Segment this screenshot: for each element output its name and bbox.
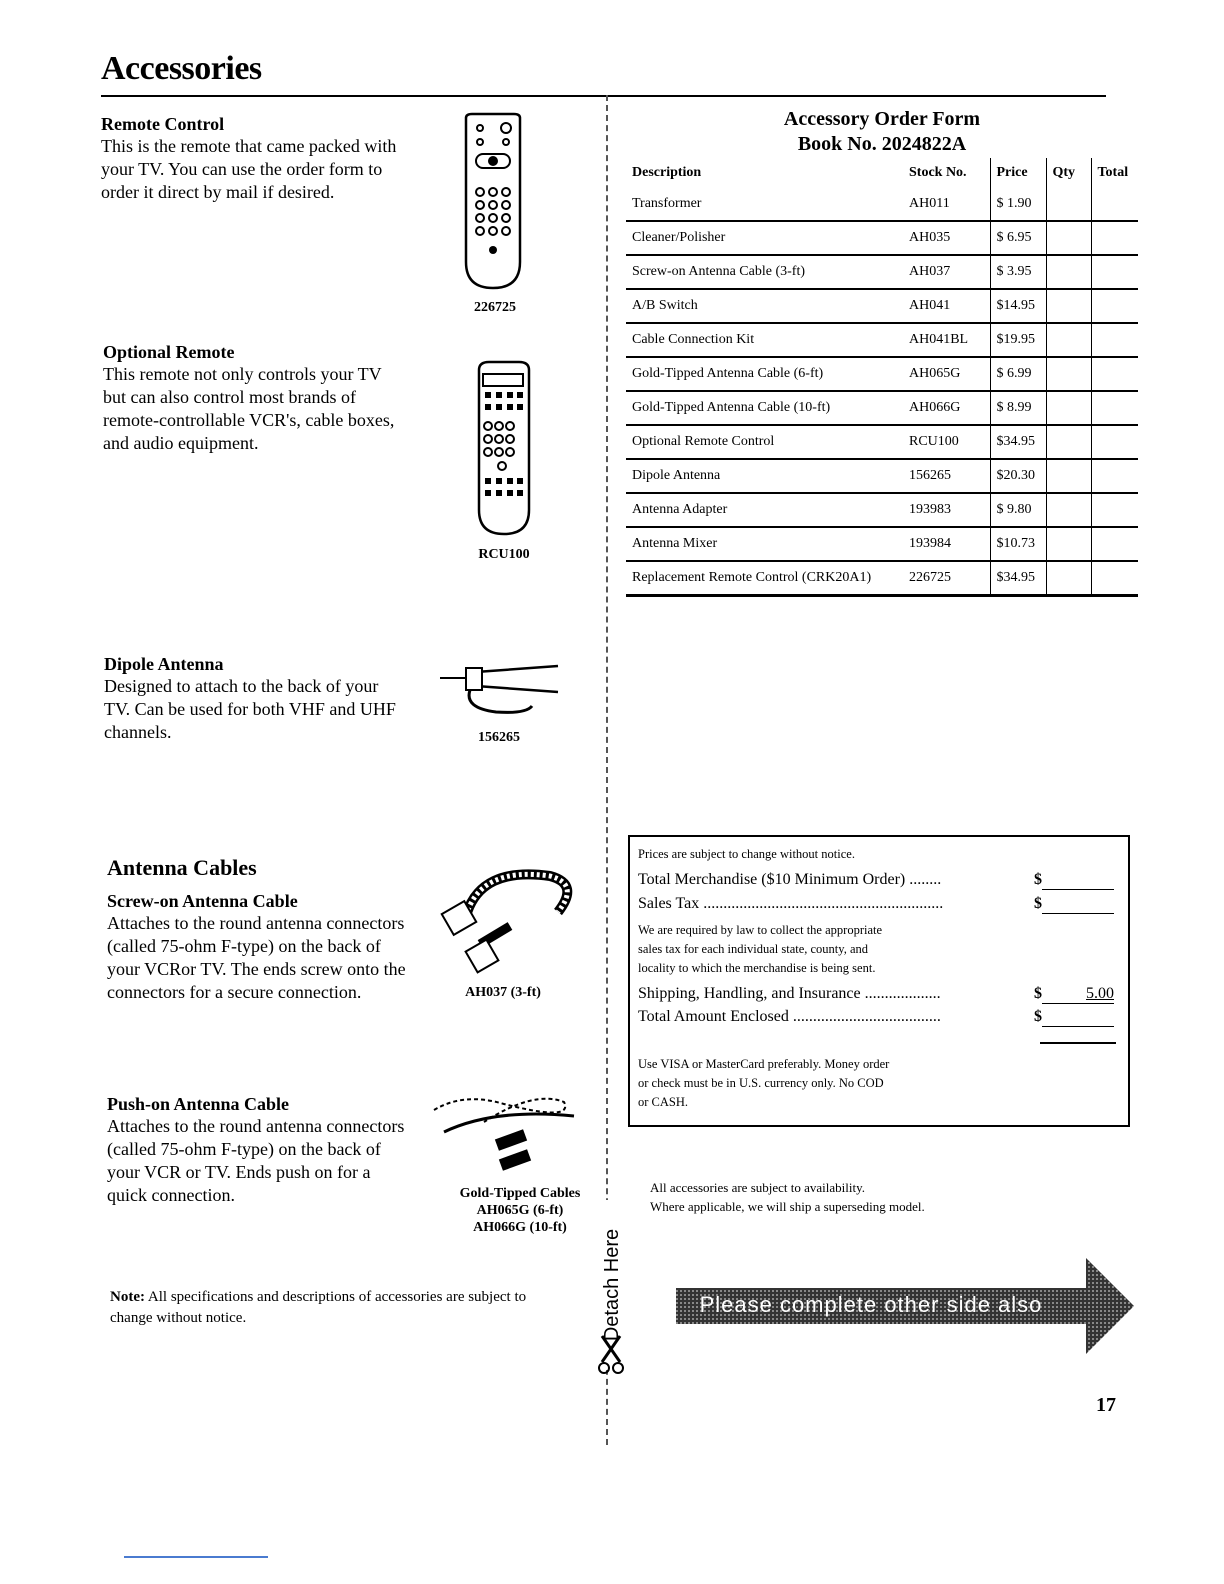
item-description: Cleaner/Polisher <box>626 221 903 255</box>
dipole-antenna-section <box>104 654 404 744</box>
item-price: $10.73 <box>990 527 1046 561</box>
section-text: This remote not only controls your TV but can also control most brands of remote-controllable VCR's, cable boxes, and audio equipment. <box>103 364 395 453</box>
item-description: Dipole Antenna <box>626 459 903 493</box>
table-row <box>626 561 1138 596</box>
caption-line: AH065G (6-ft) <box>476 1203 564 1218</box>
table-row <box>626 255 1138 289</box>
item-total-field[interactable] <box>1091 357 1138 391</box>
item-stock-no: AH035 <box>903 221 990 255</box>
page-title: Accessories <box>101 50 262 87</box>
shipping-label: Shipping, Handling, and Insurance ................... <box>638 985 941 1002</box>
item-qty-field[interactable] <box>1046 561 1091 596</box>
screw-on-cable-caption: AH037 (3-ft) <box>465 985 541 1000</box>
order-form-title <box>626 107 1138 157</box>
item-total-field[interactable] <box>1091 493 1138 527</box>
shipping-field: $ 5.00 <box>1034 985 1114 1002</box>
gold-cable-icon <box>424 1092 584 1176</box>
item-stock-no: 226725 <box>903 561 990 596</box>
form-title: Accessory Order Form <box>783 108 981 130</box>
universal-remote-icon <box>475 360 533 538</box>
sales-tax-label: Sales Tax ............................................................ <box>638 895 944 912</box>
scissors-icon <box>596 1332 626 1376</box>
item-total-field[interactable] <box>1091 255 1138 289</box>
item-total-field[interactable] <box>1091 323 1138 357</box>
item-total-field[interactable] <box>1091 425 1138 459</box>
section-title: Optional Remote <box>103 342 235 362</box>
note-text: All specifications and descriptions of accessories are subject to change without notice. <box>110 1289 527 1326</box>
item-stock-no: AH037 <box>903 255 990 289</box>
section-title: Remote Control <box>101 114 225 134</box>
item-price: $ 6.95 <box>990 221 1046 255</box>
remote-control-icon <box>462 112 524 292</box>
total-merchandise-label: Total Merchandise ($10 Minimum Order) ........ <box>638 871 942 888</box>
item-total-field[interactable] <box>1091 459 1138 493</box>
push-on-cable-caption <box>440 1185 600 1236</box>
note-label: Note: <box>110 1289 145 1305</box>
item-stock-no: 156265 <box>903 459 990 493</box>
table-row <box>626 221 1138 255</box>
price-notice: Prices are subject to change without notice. <box>638 847 855 861</box>
item-stock-no: RCU100 <box>903 425 990 459</box>
item-qty-field[interactable] <box>1046 425 1091 459</box>
item-qty-field[interactable] <box>1046 255 1091 289</box>
dipole-antenna-icon <box>436 660 562 718</box>
item-qty-field[interactable] <box>1046 289 1091 323</box>
item-qty-field[interactable] <box>1046 221 1091 255</box>
item-stock-no: AH066G <box>903 391 990 425</box>
item-price: $ 3.95 <box>990 255 1046 289</box>
item-price: $20.30 <box>990 459 1046 493</box>
page-number: 17 <box>1096 1394 1116 1416</box>
coax-cable-icon <box>440 856 580 976</box>
title-rule <box>101 95 1106 97</box>
item-description: Transformer <box>626 188 903 221</box>
caption-line: Gold-Tipped Cables <box>459 1186 581 1201</box>
item-description: Replacement Remote Control (CRK20A1) <box>626 561 903 596</box>
availability-note: All accessories are subject to availability. Where applicable, we will ship a superseding model. <box>650 1180 925 1214</box>
table-row <box>626 323 1138 357</box>
payment-note: Use VISA or MasterCard preferably. Money order or check must be in U.S. currency only. No COD or CASH. <box>638 1057 890 1109</box>
optional-remote-section <box>103 342 403 455</box>
screw-on-cable-section <box>107 891 407 1004</box>
push-on-cable-section <box>107 1094 407 1207</box>
table-row <box>626 493 1138 527</box>
section-title: Dipole Antenna <box>104 654 224 674</box>
item-total-field[interactable] <box>1091 289 1138 323</box>
antenna-cables-heading: Antenna Cables <box>107 855 257 880</box>
total-enclosed-label: Total Amount Enclosed ..................................... <box>638 1008 941 1025</box>
item-qty-field[interactable] <box>1046 188 1091 221</box>
item-stock-no: 193984 <box>903 527 990 561</box>
item-price: $ 6.99 <box>990 357 1046 391</box>
next-page-arrow <box>676 1258 1136 1358</box>
section-title: Push-on Antenna Cable <box>107 1094 290 1114</box>
section-text: This is the remote that came packed with your TV. You can use the order form to order it direct by mail if desired. <box>101 136 397 202</box>
sum-rule <box>1040 1042 1116 1044</box>
item-price: $ 8.99 <box>990 391 1046 425</box>
item-description: Antenna Mixer <box>626 527 903 561</box>
item-qty-field[interactable] <box>1046 527 1091 561</box>
remote-control-section <box>101 114 401 204</box>
item-total-field[interactable] <box>1091 391 1138 425</box>
item-qty-field[interactable] <box>1046 391 1091 425</box>
item-price: $34.95 <box>990 425 1046 459</box>
item-stock-no: AH041 <box>903 289 990 323</box>
item-description: Optional Remote Control <box>626 425 903 459</box>
table-row <box>626 357 1138 391</box>
table-row <box>626 289 1138 323</box>
item-qty-field[interactable] <box>1046 459 1091 493</box>
col-qty: Qty <box>1046 158 1091 188</box>
total-merchandise-field[interactable]: $ <box>1034 871 1114 890</box>
item-description: Gold-Tipped Antenna Cable (10-ft) <box>626 391 903 425</box>
item-stock-no: 193983 <box>903 493 990 527</box>
item-price: $19.95 <box>990 323 1046 357</box>
table-header <box>626 158 1138 188</box>
item-price: $ 1.90 <box>990 188 1046 221</box>
item-qty-field[interactable] <box>1046 323 1091 357</box>
item-description: Cable Connection Kit <box>626 323 903 357</box>
table-row <box>626 459 1138 493</box>
item-total-field[interactable] <box>1091 188 1138 221</box>
table-row <box>626 188 1138 221</box>
arrow-text: Please complete other side also <box>699 1292 1043 1317</box>
item-qty-field[interactable] <box>1046 357 1091 391</box>
item-description: Screw-on Antenna Cable (3-ft) <box>626 255 903 289</box>
remote-control-caption: 226725 <box>474 300 516 315</box>
tax-note: We are required by law to collect the appropriate sales tax for each individual state, county, and locality to which the merchandise is being sent. <box>638 923 883 975</box>
totals-box <box>628 835 1130 1127</box>
sales-tax-field[interactable]: $ <box>1034 895 1114 914</box>
item-price: $34.95 <box>990 561 1046 596</box>
col-stock: Stock No. <box>909 165 967 180</box>
item-qty-field[interactable] <box>1046 493 1091 527</box>
section-title: Screw-on Antenna Cable <box>107 891 298 911</box>
item-price: $ 9.80 <box>990 493 1046 527</box>
item-description: A/B Switch <box>626 289 903 323</box>
section-text: Designed to attach to the back of your TV. Can be used for both VHF and UHF channels. <box>104 676 396 742</box>
item-total-field[interactable] <box>1091 527 1138 561</box>
book-number: Book No. 2024822A <box>797 133 967 155</box>
item-stock-no: AH065G <box>903 357 990 391</box>
optional-remote-caption: RCU100 <box>478 547 530 562</box>
order-table <box>626 158 1138 597</box>
bottom-rule <box>124 1556 268 1558</box>
note <box>110 1287 530 1329</box>
col-total: Total <box>1091 158 1138 188</box>
dipole-antenna-caption: 156265 <box>478 730 520 745</box>
table-row <box>626 527 1138 561</box>
table-row <box>626 425 1138 459</box>
section-text: Attaches to the round antenna connectors (called 75-ohm F-type) on the back of your VCRor TV. The ends screw onto the connectors for a secure connection. <box>107 913 406 1002</box>
table-row <box>626 391 1138 425</box>
item-price: $14.95 <box>990 289 1046 323</box>
total-enclosed-field[interactable]: $ <box>1034 1008 1114 1027</box>
item-description: Gold-Tipped Antenna Cable (6-ft) <box>626 357 903 391</box>
item-stock-no: AH011 <box>903 188 990 221</box>
section-text: Attaches to the round antenna connectors (called 75-ohm F-type) on the back of your VCR or TV. Ends push on for a quick connection. <box>107 1116 405 1205</box>
item-description: Antenna Adapter <box>626 493 903 527</box>
caption-line: AH066G (10-ft) <box>473 1220 567 1235</box>
item-total-field[interactable] <box>1091 221 1138 255</box>
item-total-field[interactable] <box>1091 561 1138 596</box>
col-description: Description <box>632 165 702 180</box>
col-price: Price <box>990 158 1046 188</box>
item-stock-no: AH041BL <box>903 323 990 357</box>
detach-label: Detach Here <box>592 1200 632 1370</box>
